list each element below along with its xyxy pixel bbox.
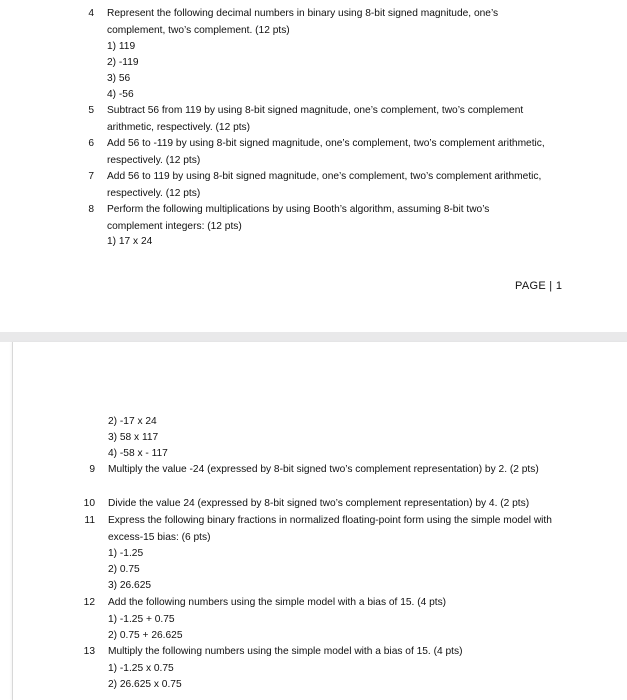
question-number-4: 4 — [88, 8, 94, 19]
question-4-item-3: 3) 56 — [107, 73, 131, 84]
question-11-item-2: 2) 0.75 — [108, 564, 140, 575]
question-13-item-1: 1) -1.25 x 0.75 — [108, 663, 174, 674]
page-separator — [0, 332, 627, 342]
question-8-item-4: 4) -58 x - 117 — [108, 448, 168, 459]
question-12-text: Add the following numbers using the simple model with a bias of 15. (4 pts) — [108, 597, 447, 608]
question-number-7: 7 — [88, 171, 94, 182]
question-number-6: 6 — [88, 138, 94, 149]
question-number-11: 11 — [84, 515, 95, 526]
question-number-5: 5 — [88, 105, 94, 116]
question-number-13: 13 — [83, 646, 95, 657]
question-8-text: Perform the following multiplications by using Booth’s algorithm, assuming 8-bit two’s complement integers: (12 pts) — [107, 204, 490, 232]
question-number-8: 8 — [88, 204, 94, 215]
question-number-12: 12 — [83, 597, 95, 608]
question-number-9: 9 — [89, 464, 95, 475]
document-page-1 — [0, 0, 627, 332]
question-7-text: Add 56 to 119 by using 8-bit signed magnitude, one’s complement, two’s complement arithmetic, respectively. (12 pts) — [107, 171, 542, 199]
question-11-item-3: 3) 26.625 — [108, 580, 152, 591]
question-12-item-2: 2) 0.75 + 26.625 — [108, 630, 183, 641]
question-10-text: Divide the value 24 (expressed by 8-bit signed two’s complement representation) by 4. (2 pts) — [108, 498, 530, 509]
question-11-item-1: 1) -1.25 — [108, 548, 144, 559]
question-number-10: 10 — [83, 498, 95, 509]
question-13-item-2: 2) 26.625 x 0.75 — [108, 679, 182, 690]
question-4-item-1: 1) 119 — [107, 41, 136, 52]
question-8-item-1: 1) 17 x 24 — [107, 236, 153, 247]
question-4-item-2: 2) -119 — [107, 57, 139, 68]
question-4-item-4: 4) -56 — [107, 89, 134, 100]
question-6-text: Add 56 to -119 by using 8-bit signed magnitude, one’s complement, two’s complement arithmetic, respectively. (12 pts) — [107, 138, 545, 166]
question-5-text: Subtract 56 from 119 by using 8-bit signed magnitude, one’s complement, two’s complement arithmetic, respectively. (12 pts) — [107, 105, 524, 133]
document-page-2 — [12, 342, 627, 700]
question-8-item-3: 3) 58 x 117 — [108, 432, 159, 443]
question-13-text: Multiply the following numbers using the simple model with a bias of 15. (4 pts) — [108, 646, 463, 657]
question-12-item-1: 1) -1.25 + 0.75 — [108, 614, 175, 625]
page-footer: PAGE | 1 — [515, 280, 563, 292]
question-4-text: Represent the following decimal numbers in binary using 8-bit signed magnitude, one’s complement, two’s complement. (12 pts) — [107, 8, 499, 36]
question-9-text: Multiply the value -24 (expressed by 8-bit signed two’s complement representation) by 2. (2 pts) — [108, 464, 539, 475]
question-11-text: Express the following binary fractions in normalized floating-point form using the simple model with excess-15 bias: (6 pts) — [108, 515, 552, 543]
question-8-item-2: 2) -17 x 24 — [108, 416, 157, 427]
